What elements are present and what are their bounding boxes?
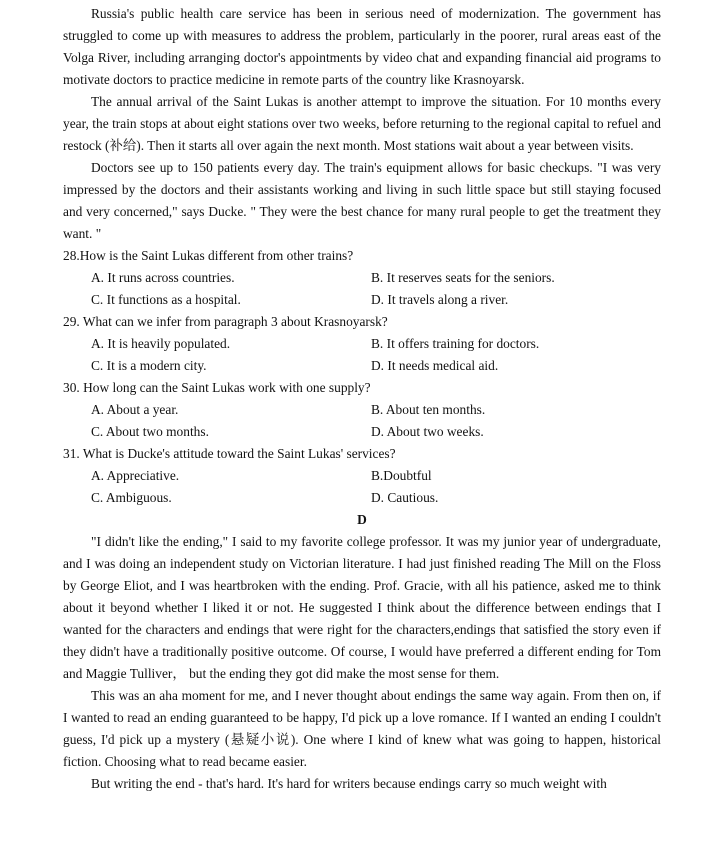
question-29 (63, 311, 661, 377)
options-row (63, 267, 661, 289)
options-row (63, 333, 661, 355)
options-row (63, 355, 661, 377)
passage-paragraph: Doctors see up to 150 patients every day. The train's equipment allows for basic checkups. "I was very impressed by the doctors and their assistants working and living in such little space but still staying focused and very concerned," says Ducke. " They were the best chance for many rural people to get the treatment they want. " (63, 160, 661, 241)
options-row (63, 399, 661, 421)
passage-paragraph: Russia's public health care service has been in serious need of modernization. The government has struggled to come up with measures to address the problem, particularly in the poorer, rural areas east of the Volga River, including arranging doctor's appointments by video chat and expanding financial aid programs to motivate doctors to practice medicine in remote parts of the country like Krasnoyarsk. (63, 6, 661, 87)
option-c: C. It functions as a hospital. (91, 292, 241, 307)
question-31 (63, 443, 661, 509)
exam-page (63, 3, 661, 795)
options-row (63, 289, 661, 311)
option-a: A. It is heavily populated. (91, 336, 231, 351)
option-b: B. About ten months. (371, 402, 486, 417)
option-c: C. About two months. (91, 424, 209, 439)
passage-d (63, 531, 661, 795)
question-stem: 30. How long can the Saint Lukas work with one supply? (63, 380, 371, 395)
options-row (63, 465, 661, 487)
passage-paragraph: The annual arrival of the Saint Lukas is another attempt to improve the situation. For 10 months every year, the train stops at about eight stations over two weeks, before returning to the regional capital to refuel and restock (补给). Then it starts all over again the next month. Most stations wait about a year between visits. (63, 94, 661, 153)
option-b: B. It offers training for doctors. (371, 336, 540, 351)
passage-paragraph: But writing the end - that's hard. It's hard for writers because endings carry so much weight with (91, 776, 607, 791)
option-d: D. Cautious. (371, 490, 439, 505)
section-title: D (357, 512, 367, 527)
question-stem: 31. What is Ducke's attitude toward the Saint Lukas' services? (63, 446, 396, 461)
option-c: C. Ambiguous. (91, 490, 172, 505)
passage-paragraph: "I didn't like the ending," I said to my favorite college professor. It was my junior year of undergraduate, and I was doing an independent study on Victorian literature. I had just finished reading The Mill on the Floss by George Eliot, and I was heartbroken with the ending. Prof. Gracie, with all his patience, asked me to think about it beyond whether I liked it or not. He suggested I think about the difference between endings that I wanted for the characters and endings that were right for the characters,endings that satisfied the story even if they didn't have a traditionally positive outcome. Of course, I would have preferred a different ending for Tom and Maggie Tulliver， but the ending they got did make the most sense for them. (63, 534, 661, 681)
option-d: D. It travels along a river. (371, 292, 509, 307)
passage-c (63, 3, 661, 245)
option-c: C. It is a modern city. (91, 358, 207, 373)
option-d: D. About two weeks. (371, 424, 484, 439)
passage-paragraph: This was an aha moment for me, and I never thought about endings the same way again. From then on, if I wanted to read an ending guaranteed to be happy, I'd pick up a love romance. If I wanted an ending I couldn't guess, I'd pick up a mystery (悬疑小说). One where I kind of knew what was going to happen, historical fiction. Choosing what to read became easier. (63, 688, 661, 769)
option-b: B.Doubtful (371, 468, 432, 483)
options-row (63, 421, 661, 443)
option-d: D. It needs medical aid. (371, 358, 499, 373)
option-a: A. Appreciative. (91, 468, 180, 483)
option-a: A. It runs across countries. (91, 270, 235, 285)
question-28 (63, 245, 661, 311)
options-row (63, 487, 661, 509)
question-30 (63, 377, 661, 443)
option-a: A. About a year. (91, 402, 179, 417)
question-stem: 29. What can we infer from paragraph 3 about Krasnoyarsk? (63, 314, 388, 329)
option-b: B. It reserves seats for the seniors. (371, 270, 555, 285)
question-stem: 28.How is the Saint Lukas different from other trains? (63, 248, 354, 263)
